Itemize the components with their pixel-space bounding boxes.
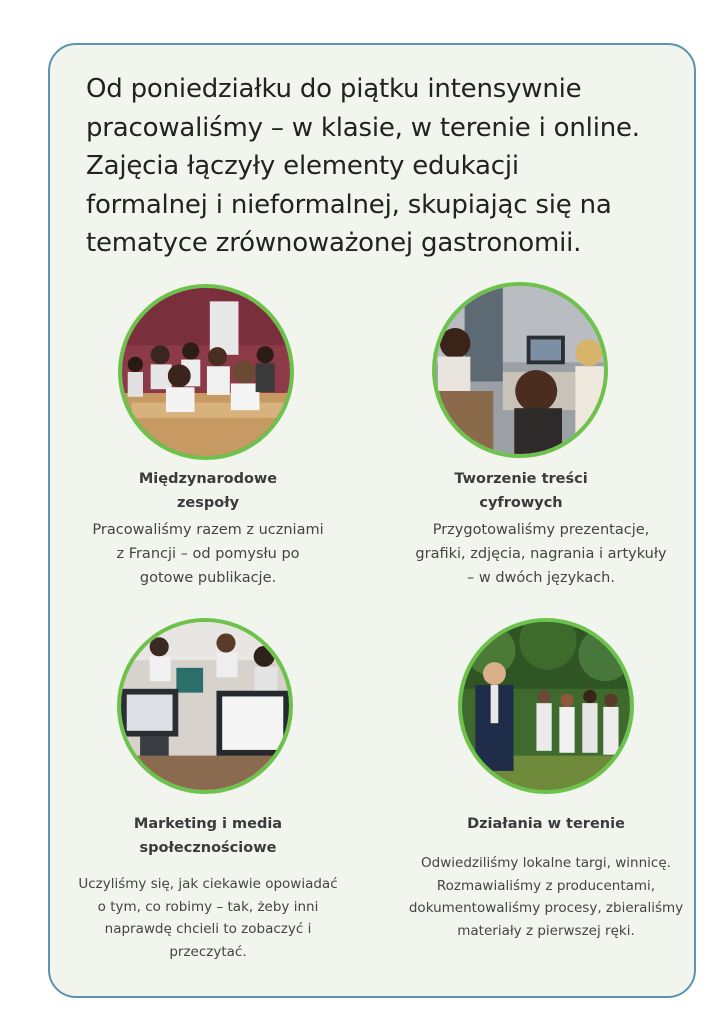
section-description-line: dokumentowaliśmy procesy, zbieraliśmy [408, 900, 684, 916]
section-description-line: przeczytać. [169, 943, 247, 960]
section-title-line: społecznościowe [139, 840, 277, 856]
section-title [88, 812, 328, 860]
section-description-line: naprawdę chcieli to zobaczyć i [104, 921, 312, 937]
section-description-line: Przygotowaliśmy prezentacje, [432, 522, 650, 538]
section-description-line: Rozmawialiśmy z producentami, [436, 877, 656, 894]
computer-lab-photo [117, 618, 293, 794]
section-title-line: Tworzenie treści [454, 471, 588, 487]
section-description-line: Uczyliśmy się, jak ciekawie opowiadać [78, 876, 338, 892]
intro-line: tematyce zrównoważonej gastronomii. [86, 228, 582, 258]
section-title-line: cyfrowych [479, 495, 563, 511]
intro-line: pracowaliśmy – w klasie, w terenie i online. [86, 112, 640, 143]
intro-line: Od poniedziałku do piątku intensywnie [86, 74, 582, 104]
section-description [58, 518, 358, 590]
field-visit-photo [458, 618, 634, 794]
section-description-line: z Francji – od pomysłu po [116, 546, 300, 562]
section-title-line: zespoły [176, 495, 240, 511]
section-description-line: grafiki, zdjęcia, nagrania i artykuły [415, 546, 667, 562]
intro-paragraph [86, 70, 686, 263]
classroom-photo [118, 284, 294, 460]
section-title [416, 467, 626, 515]
section-description-line: o tym, co robimy – tak, żeby inni [97, 898, 319, 915]
section-description-line: gotowe publikacje. [139, 570, 277, 586]
computer-work-photo [432, 282, 608, 458]
section-description [58, 873, 358, 963]
section-description-line: – w dwóch językach. [467, 570, 615, 586]
section-title [98, 467, 318, 515]
section-title-line: Działania w terenie [467, 816, 625, 832]
section-description [381, 518, 701, 590]
section-description-line: materiały z pierwszej ręki. [457, 922, 635, 939]
intro-line: Zajęcia łączyły elementy edukacji [86, 151, 519, 181]
section-title-line: Marketing i media [133, 816, 283, 832]
intro-line: formalnej i nieformalnej, skupiając się na [86, 189, 612, 220]
section-description-line: Pracowaliśmy razem z uczniami [92, 522, 324, 538]
section-description [388, 852, 704, 942]
section-title-line: Międzynarodowe [138, 471, 278, 487]
section-title [436, 812, 656, 836]
section-description-line: Odwiedziliśmy lokalne targi, winnicę. [421, 855, 671, 871]
